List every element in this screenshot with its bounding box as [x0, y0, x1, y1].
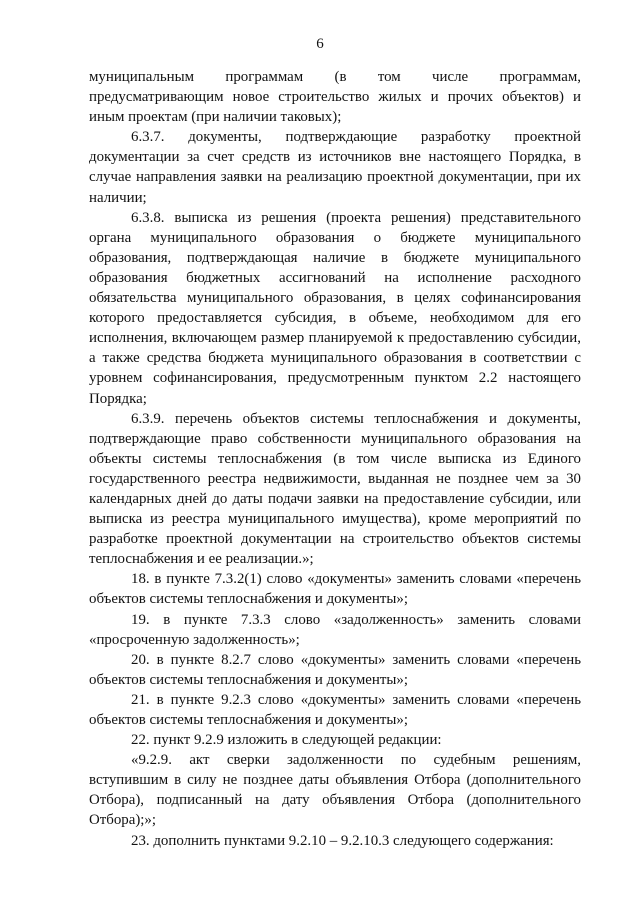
paragraph-6-3-8: 6.3.8. выписка из решения (проекта решения) представительного органа муниципального образования о бюджете муниципального образования, подтверждающая наличие в бюджете муниципального образования бюджетных ассигнований на исполнение расходного обязательства муниципального образования, в целях софинансирования которого предоставляется субсидия, в объеме, необходимом для его исполнения, включающем размер планируемой к предоставлению субсидии, а также средства бюджета муниципального образования в соответствии с уровнем софинансирования, предусмотренным пунктом 2.2 настоящего Порядка;	[89, 209, 581, 407]
paragraph-item-20: 20. в пункте 8.2.7 слово «документы» заменить словами «перечень объектов системы теплоснабжения и документы»;	[89, 651, 581, 688]
paragraph-6-3-9: 6.3.9. перечень объектов системы теплоснабжения и документы, подтверждающие право собственности муниципального образования на объекты системы теплоснабжения (в том числе выписка из Единого государственного реестра недвижимости, выданная не позднее чем за 30 календарных дней до даты подачи заявки на предоставление субсидии, или выписка из реестра муниципального имущества), кроме мероприятий по разработке проектной документации на строительство объектов системы теплоснабжения и ее реализации.»;	[89, 410, 581, 568]
document-body	[89, 67, 581, 851]
paragraph-continuation: муниципальным программам (в том числе программам, предусматривающим новое строительство жилых и прочих объектов) и иным проектам (при наличии таковых);	[89, 69, 581, 126]
paragraph-item-23: 23. дополнить пунктами 9.2.10 – 9.2.10.3 следующего содержания:	[131, 832, 554, 849]
paragraph-9-2-9-quote: «9.2.9. акт сверки задолженности по судебным решениям, вступившим в силу не позднее даты объявления Отбора (дополнительного Отбора), подписанный на дату объявления Отбора (дополнительного Отбора);»;	[89, 752, 581, 829]
paragraph-item-21: 21. в пункте 9.2.3 слово «документы» заменить словами «перечень объектов системы теплоснабжения и документы»;	[89, 691, 581, 728]
page-number: 6	[316, 36, 324, 52]
paragraph-6-3-7: 6.3.7. документы, подтверждающие разработку проектной документации за счет средств из источников вне настоящего Порядка, в случае направления заявки на реализацию проектной документации, при их наличии;	[89, 129, 581, 206]
paragraph-item-18: 18. в пункте 7.3.2(1) слово «документы» заменить словами «перечень объектов системы теплоснабжения и документы»;	[89, 571, 581, 608]
paragraph-item-19: 19. в пункте 7.3.3 слово «задолженность» заменить словами «просроченную задолженность»;	[89, 611, 581, 648]
paragraph-item-22: 22. пункт 9.2.9 изложить в следующей редакции:	[131, 732, 442, 749]
